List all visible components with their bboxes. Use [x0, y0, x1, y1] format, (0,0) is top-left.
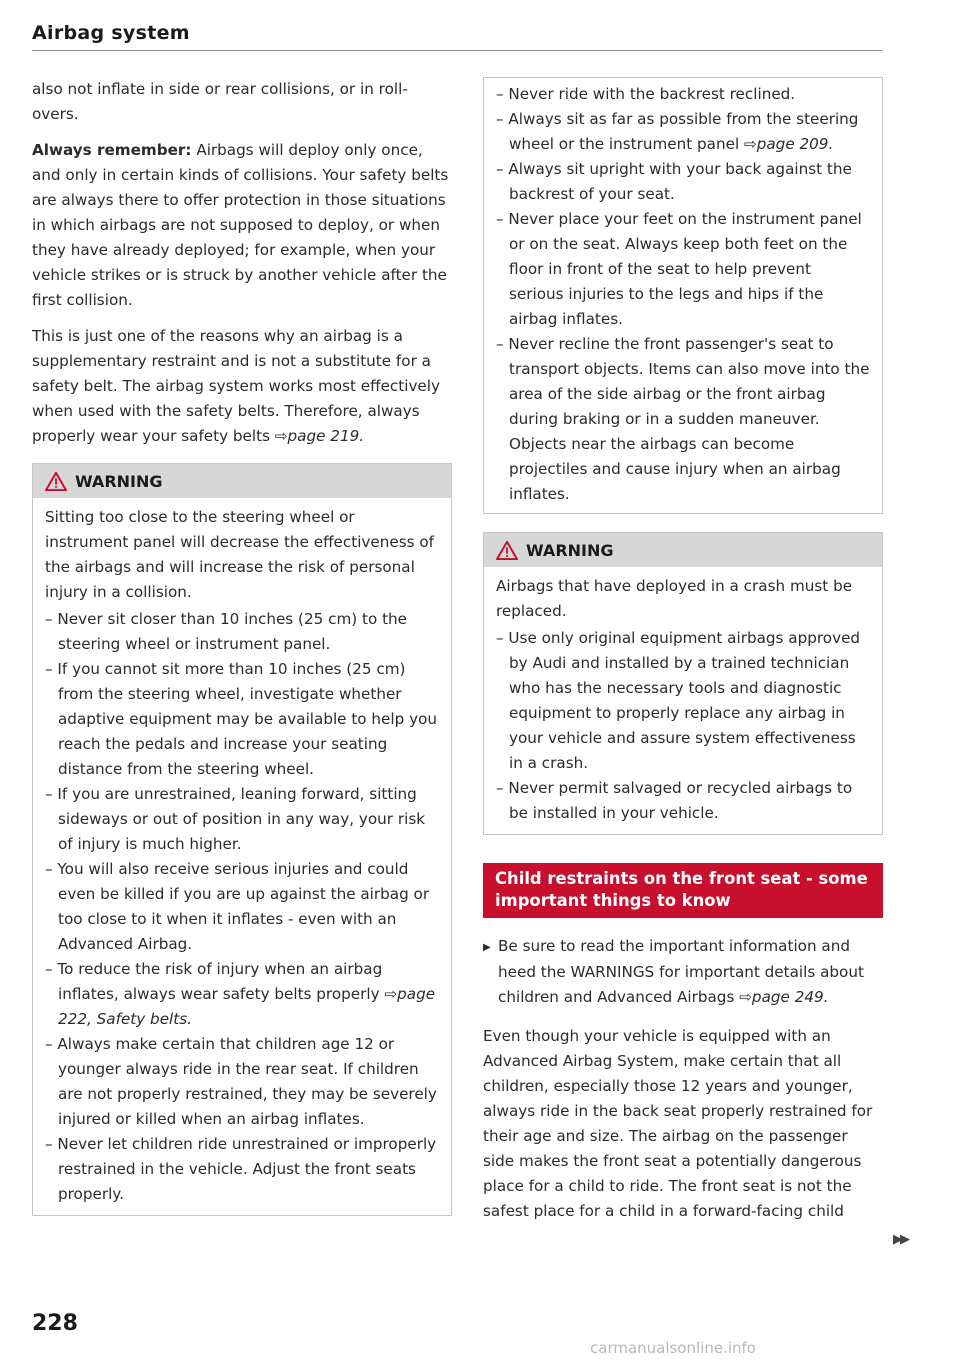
warning-triangle-icon — [45, 471, 67, 491]
warning-box — [32, 463, 452, 1216]
warning-continuation-box — [483, 77, 883, 514]
page-reference-link[interactable]: ⇨page 219. — [274, 427, 365, 445]
play-triangle-icon: ▶ — [483, 942, 491, 953]
continuation-item: – Never recline the front passenger's seat to transport objects. Items can also move into the area of the side airbag or the front airbag during braking or in a sudden maneuver. Objects near the airbags can become projectiles and cause injury when an airbag inflates. — [496, 332, 870, 507]
always-remember-label: Always remember: — [32, 141, 192, 159]
watermark: carmanualsonline.info — [590, 1339, 756, 1357]
instruction-item — [483, 934, 883, 1010]
left-column — [32, 77, 452, 1216]
continuation-item: – Always sit upright with your back against the backrest of your seat. — [496, 157, 870, 207]
warning-item: – Use only original equipment airbags approved by Audi and installed by a trained technician who has the necessary tools and diagnostic equipment to properly replace any airbag in your vehicle and assure system effectiveness in a crash. — [496, 626, 870, 776]
warning-item: – Never let children ride unrestrained or improperly restrained in the vehicle. Adjust the front seats properly. — [45, 1132, 439, 1207]
warning-item: – If you are unrestrained, leaning forward, sitting sideways or out of position in any way, your risk of injury is much higher. — [45, 782, 439, 857]
paragraph-supplementary — [32, 324, 452, 449]
page-reference-link[interactable]: ⇨page 209. — [744, 135, 834, 153]
page-reference-link[interactable]: ⇨page 222, Safety belts. — [58, 985, 436, 1028]
continuation-item: – Never ride with the backrest reclined. — [496, 82, 870, 107]
paragraph-always-remember — [32, 138, 452, 313]
page-title: Airbag system — [32, 22, 190, 44]
always-remember-text: Airbags will deploy only once, and only in certain kinds of collisions. Your safety belts are always there to offer protection in those situations in which airbags are not supposed to deploy, or when they have already deployed; for example, when your vehicle strikes or is struck by another vehicle after the first collision. — [32, 141, 449, 309]
warning-body — [484, 567, 882, 834]
continue-arrow-icon: ▶▶ — [893, 1232, 907, 1247]
supplementary-text: This is just one of the reasons why an airbag is a supplementary restraint and is not a substitute for a safety belt. The airbag system works most effectively when used with the safety belts. Therefore, always properly wear your safety belts — [32, 327, 440, 445]
warning-list — [45, 607, 439, 1207]
right-column — [483, 77, 883, 1235]
instruction-list — [483, 934, 883, 1010]
warning-item — [45, 957, 439, 1032]
continuation-item-text: Always sit as far as possible from the steering wheel or the instrument panel — [508, 110, 859, 153]
page-reference-link[interactable]: ⇨page 249. — [739, 988, 829, 1006]
paragraph-child-safety — [483, 1024, 883, 1224]
continuation-body — [484, 78, 882, 513]
warning-item: – If you cannot sit more than 10 inches (25 cm) from the steering wheel, investigate whether adaptive equipment may be available to help you reach the pedals and increase your seating distance from the steering wheel. — [45, 657, 439, 782]
warning-header — [33, 464, 451, 498]
warning-intro: Airbags that have deployed in a crash must be replaced. — [496, 577, 853, 620]
warning-list — [496, 626, 870, 826]
instruction-text: Be sure to read the important information and heed the WARNINGS for important details about children and Advanced Airbags — [498, 937, 864, 1006]
warning-header — [484, 533, 882, 567]
continuation-item: – Never place your feet on the instrument panel or on the seat. Always keep both feet on the floor in front of the seat to help prevent serious injuries to the legs and hips if the airbag inflates. — [496, 207, 870, 332]
child-safety-text: Even though your vehicle is equipped with an Advanced Airbag System, make certain that all children, especially those 12 years and younger, always ride in the back seat properly restrained for their age and size. The airbag on the passenger side makes the front seat a potentially dangerous place for a child to ride. The front seat is not the safest place for a child in a forward-facing child — [483, 1027, 873, 1220]
paragraph-intro: also not inflate in side or rear collisions, or in roll-overs. — [32, 80, 408, 123]
continuation-list — [496, 82, 870, 507]
warning-box-2 — [483, 532, 883, 835]
warning-title: WARNING — [526, 540, 614, 560]
warning-item: – You will also receive serious injuries and could even be killed if you are up against the airbag or too close to it when it inflates - even with an Advanced Airbag. — [45, 857, 439, 957]
warning-triangle-icon — [496, 540, 518, 560]
warning-body — [33, 498, 451, 1215]
header-divider — [32, 50, 882, 51]
page-number: 228 — [32, 1311, 78, 1336]
warning-item: – Never permit salvaged or recycled airbags to be installed in your vehicle. — [496, 776, 870, 826]
page-header — [32, 22, 882, 44]
section-heading: Child restraints on the front seat - some important things to know — [483, 863, 883, 918]
warning-item: – Never sit closer than 10 inches (25 cm) to the steering wheel or instrument panel. — [45, 607, 439, 657]
warning-intro: Sitting too close to the steering wheel or instrument panel will decrease the effectiveness of the airbags and will increase the risk of personal injury in a collision. — [45, 508, 435, 601]
warning-item-text: To reduce the risk of injury when an airbag inflates, always wear safety belts properly — [57, 960, 383, 1003]
warning-item: – Always make certain that children age 12 or younger always ride in the rear seat. If children are not properly restrained, they may be severely injured or killed when an airbag inflates. — [45, 1032, 439, 1132]
warning-title: WARNING — [75, 471, 163, 491]
continuation-item — [496, 107, 870, 157]
